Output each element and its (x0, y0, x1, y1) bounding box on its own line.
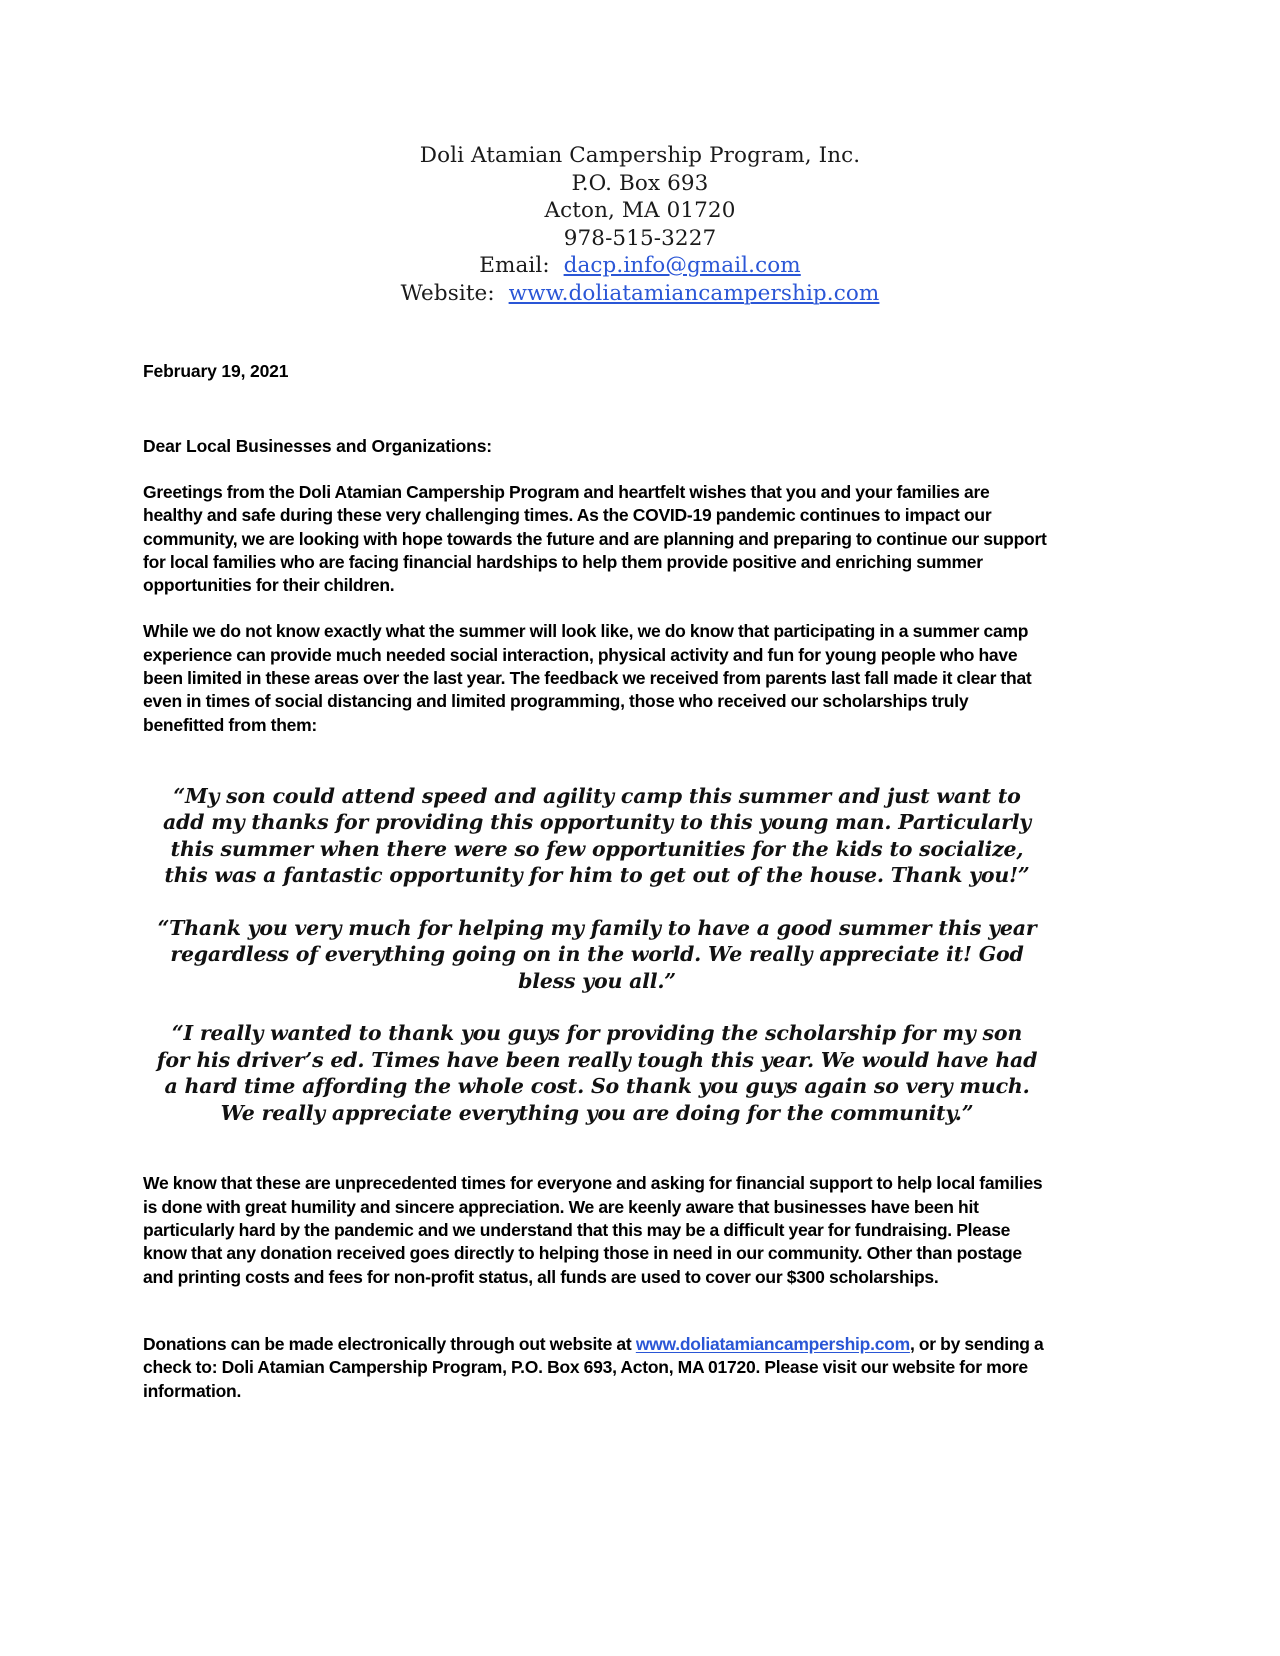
testimonial-quote: “Thank you very much for helping my family to have a good summer this year regardless of everything going on in the world. We really appreciate it! God bless you all.” (157, 915, 1037, 993)
letter-body (143, 360, 1049, 1403)
closing-prefix-text: Donations can be made electronically through out website at (143, 1333, 636, 1354)
letter-paragraph-2: While we do not know exactly what the summer will look like, we do know that participating in a summer camp experience can provide much needed social interaction, physical activity and fun for young people who have been limited in these areas over the last year. The feedback we received from parents last fall made it clear that even in times of social distancing and limited programming, those who received our scholarships truly benefitted from them: (143, 621, 1032, 735)
donation-website-link[interactable]: www.doliatamiancampership.com (635, 1333, 910, 1354)
letterhead-city-state-zip: Acton, MA 01720 (544, 198, 736, 223)
letterhead-organization: Doli Atamian Campership Program, Inc. (419, 143, 861, 168)
letterhead-email-row (0, 252, 1280, 280)
letterhead-phone: 978-515-3227 (563, 225, 717, 251)
letter-date: February 19, 2021 (143, 361, 289, 381)
website-label: Website: (400, 280, 495, 306)
letter-paragraph-3: We know that these are unprecedented times for everyone and asking for financial support to help local families is done with great humility and sincere appreciation. We are keenly aware that businesses have been hit particularly hard by the pandemic and we understand that this may be a difficult year for fundraising. Please know that any donation received goes directly to helping those in need in our community. Other than postage and printing costs and fees for non-profit status, all funds are used to cover our $300 scholarships. (143, 1173, 1043, 1287)
website-link[interactable]: www.doliatamiancampership.com (508, 280, 880, 306)
letter-salutation: Dear Local Businesses and Organizations: (143, 436, 492, 456)
email-link[interactable]: dacp.info@gmail.com (563, 253, 801, 278)
letter-paragraph-1: Greetings from the Doli Atamian Campership Program and heartfelt wishes that you and your families are healthy and safe during these very challenging times. As the COVID-19 pandemic continues to impact our community, we are looking with hope towards the future and are planning and preparing to continue our support for local families who are facing financial hardships to help them provide positive and enriching summer opportunities for their children. (143, 482, 1047, 596)
email-label: Email: (479, 253, 550, 278)
letterhead-po-box: P.O. Box 693 (571, 170, 709, 196)
letterhead (0, 142, 1280, 307)
letterhead-website-row (0, 280, 1280, 308)
testimonial-quote: “My son could attend speed and agility camp this summer and just want to add my thanks for providing this opportunity to this young man. Particularly this summer when there were so few opportunities for the kids to socialize, this was a fantastic opportunity for him to get out of the house. Thank you!” (162, 783, 1032, 888)
letter-closing-paragraph (143, 1333, 1049, 1403)
testimonial-list (143, 783, 1049, 1127)
closing-suffix-text: , or by sending a check to: Doli Atamian Campership Program, P.O. Box 693, Acton, MA 01720. Please visit our website for more information. (143, 1333, 1044, 1401)
testimonial-quote: “I really wanted to thank you guys for providing the scholarship for my son for his driver’s ed. Times have been really tough this year. We would have had a hard time affording the whole cost. So thank you guys again so very much. We really appreciate everything you are doing for the community.” (156, 1021, 1038, 1125)
